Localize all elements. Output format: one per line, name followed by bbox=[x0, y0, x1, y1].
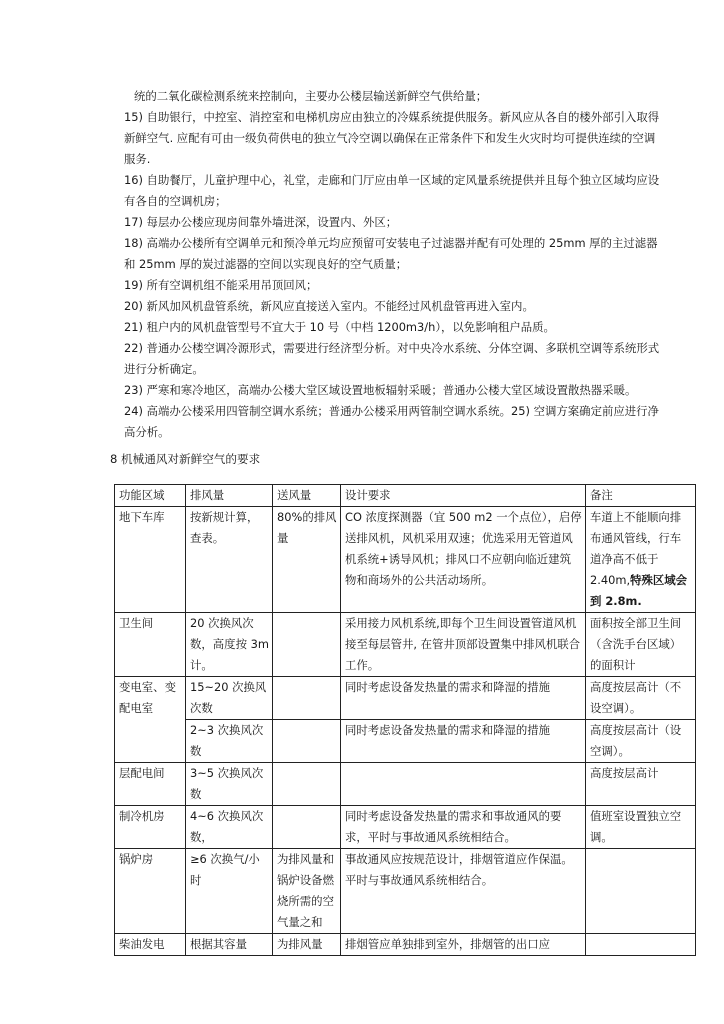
paragraph-continuation: 统的二氧化碳检测系统来控制向，主要办公楼层输送新鲜空气供给量； bbox=[134, 89, 488, 103]
note-bold-text: 特殊区域会到 2.8m. bbox=[590, 573, 688, 608]
cell-exhaust: 2~3 次换风次数 bbox=[186, 720, 273, 763]
cell-note bbox=[586, 849, 696, 934]
table-row bbox=[115, 763, 696, 806]
paragraph-item-18: 18) 高端办公楼所有空调单元和预冷单元均应预留可安装电子过滤器并配有可处理的 25mm 厚的主过滤器和 25mm 厚的炭过滤器的空间以实现良好的空气质量； bbox=[124, 236, 658, 271]
cell-note: 高度按层高计（不设空调）。 bbox=[586, 677, 696, 720]
cell-supply bbox=[273, 720, 341, 763]
table-header-row bbox=[115, 485, 696, 507]
header-supply: 送风量 bbox=[273, 485, 341, 507]
cell-requirement: 同时考虑设备发热量的需求和降湿的措施 bbox=[341, 720, 586, 763]
cell-exhaust: 4~6 次换风次数， bbox=[186, 806, 273, 849]
header-requirement: 设计要求 bbox=[341, 485, 586, 507]
cell-requirement: 事故通风应按规范设计，排烟管道应作保温。平时与事故通风系统相结合。 bbox=[341, 849, 586, 934]
cell-note: 高度按层高计（设空调）。 bbox=[586, 720, 696, 763]
cell-area: 制冷机房 bbox=[115, 806, 186, 849]
cell-area: 卫生间 bbox=[115, 613, 186, 677]
header-note: 备注 bbox=[586, 485, 696, 507]
paragraph-item-22: 22) 普通办公楼空调冷源形式，需要进行经济型分析。对中央冷水系统、分体空调、多联机空调等系统形式进行分析确定。 bbox=[124, 341, 660, 376]
cell-area: 地下车库 bbox=[115, 507, 186, 613]
cell-supply bbox=[273, 613, 341, 677]
cell-area: 柴油发电 bbox=[115, 934, 186, 956]
cell-supply bbox=[273, 677, 341, 720]
cell-area: 变电室、变配电室 bbox=[115, 677, 186, 763]
paragraph-item-21: 21) 租户内的风机盘管型号不宜大于 10 号（中档 1200m3/h），以免影响租户品质。 bbox=[124, 320, 555, 334]
table-row bbox=[115, 720, 696, 763]
cell-requirement: 采用接力风机系统,即每个卫生间设置管道风机接至每层管井, 在管井顶部设置集中排风机联合工作。 bbox=[341, 613, 586, 677]
table-row bbox=[115, 849, 696, 934]
cell-note bbox=[586, 507, 696, 613]
cell-note: 值班室设置独立空调。 bbox=[586, 806, 696, 849]
cell-supply bbox=[273, 806, 341, 849]
cell-requirement bbox=[341, 763, 586, 806]
table-row bbox=[115, 806, 696, 849]
note-text: 车道上不能顺向排布通风管线，行车道净高不低于 2.40m, bbox=[590, 510, 682, 587]
cell-supply: 80%的排风量 bbox=[273, 507, 341, 613]
cell-requirement: 同时考虑设备发热量的需求和事故通风的要求，平时与事故通风系统相结合。 bbox=[341, 806, 586, 849]
cell-supply bbox=[273, 763, 341, 806]
cell-requirement: 同时考虑设备发热量的需求和降湿的措施 bbox=[341, 677, 586, 720]
cell-area: 锅炉房 bbox=[115, 849, 186, 934]
cell-note: 面积按全部卫生间（含洗手台区域）的面积计 bbox=[586, 613, 696, 677]
cell-exhaust: 15~20 次换风次数 bbox=[186, 677, 273, 720]
table-row bbox=[115, 613, 696, 677]
paragraph-item-20: 20) 新风加风机盘管系统，新风应直接送入室内。不能经过风机盘管再进入室内。 bbox=[124, 299, 534, 313]
paragraph-item-24-25: 24) 高端办公楼采用四管制空调水系统；普通办公楼采用两管制空调水系统。25) 空调方案确定前应进行净高分析。 bbox=[124, 404, 659, 439]
table-row bbox=[115, 677, 696, 720]
cell-exhaust: 按新规计算，查表。 bbox=[186, 507, 273, 613]
cell-note bbox=[586, 934, 696, 956]
cell-note: 高度按层高计 bbox=[586, 763, 696, 806]
table-row bbox=[115, 934, 696, 956]
paragraph-item-15: 15) 自助银行，中控室、消控室和电梯机房应由独立的冷媒系统提供服务。新风应从各自的楼外部引入取得新鲜空气. 应配有可由一级负荷供电的独立气冷空调以确保在正常条件下和发生火灾时均可提供连续的空调服务. bbox=[124, 110, 660, 166]
section-heading: 8 机械通风对新鲜空气的要求 bbox=[110, 452, 261, 466]
cell-area: 层配电间 bbox=[115, 763, 186, 806]
cell-requirement: CO 浓度探测器（宜 500 m2 一个点位），启停送排风机，风机采用双速；优选采用无管道风机系统+诱导风机；排风口不应朝向临近建筑物和商场外的公共活动场所。 bbox=[341, 507, 586, 613]
table-row bbox=[115, 507, 696, 613]
ventilation-requirements-table bbox=[114, 484, 696, 956]
header-area: 功能区域 bbox=[115, 485, 186, 507]
header-exhaust: 排风量 bbox=[186, 485, 273, 507]
cell-exhaust: 3~5 次换风次数 bbox=[186, 763, 273, 806]
cell-requirement: 排烟管应单独排到室外，排烟管的出口应 bbox=[341, 934, 586, 956]
paragraph-item-23: 23) 严寒和寒冷地区，高端办公楼大堂区域设置地板辐射采暖；普通办公楼大堂区域设置散热器采暖。 bbox=[124, 383, 637, 397]
cell-exhaust: ≥6 次换气/小时 bbox=[186, 849, 273, 934]
paragraph-item-17: 17) 每层办公楼应现房间靠外墙进深，设置内、外区； bbox=[124, 215, 398, 229]
cell-supply: 为排风量和锅炉设备燃烧所需的空气量之和 bbox=[273, 849, 341, 934]
cell-exhaust: 根据其容量 bbox=[186, 934, 273, 956]
paragraph-item-16: 16) 自助餐厅，儿童护理中心，礼堂，走廊和门厅应由单一区域的定风量系统提供并且每个独立区域均应设有各自的空调机房； bbox=[124, 173, 660, 208]
cell-exhaust: 20 次换风次数，高度按 3m 计。 bbox=[186, 613, 273, 677]
paragraph-item-19: 19) 所有空调机组不能采用吊顶回风； bbox=[124, 278, 318, 292]
cell-supply: 为排风量 bbox=[273, 934, 341, 956]
